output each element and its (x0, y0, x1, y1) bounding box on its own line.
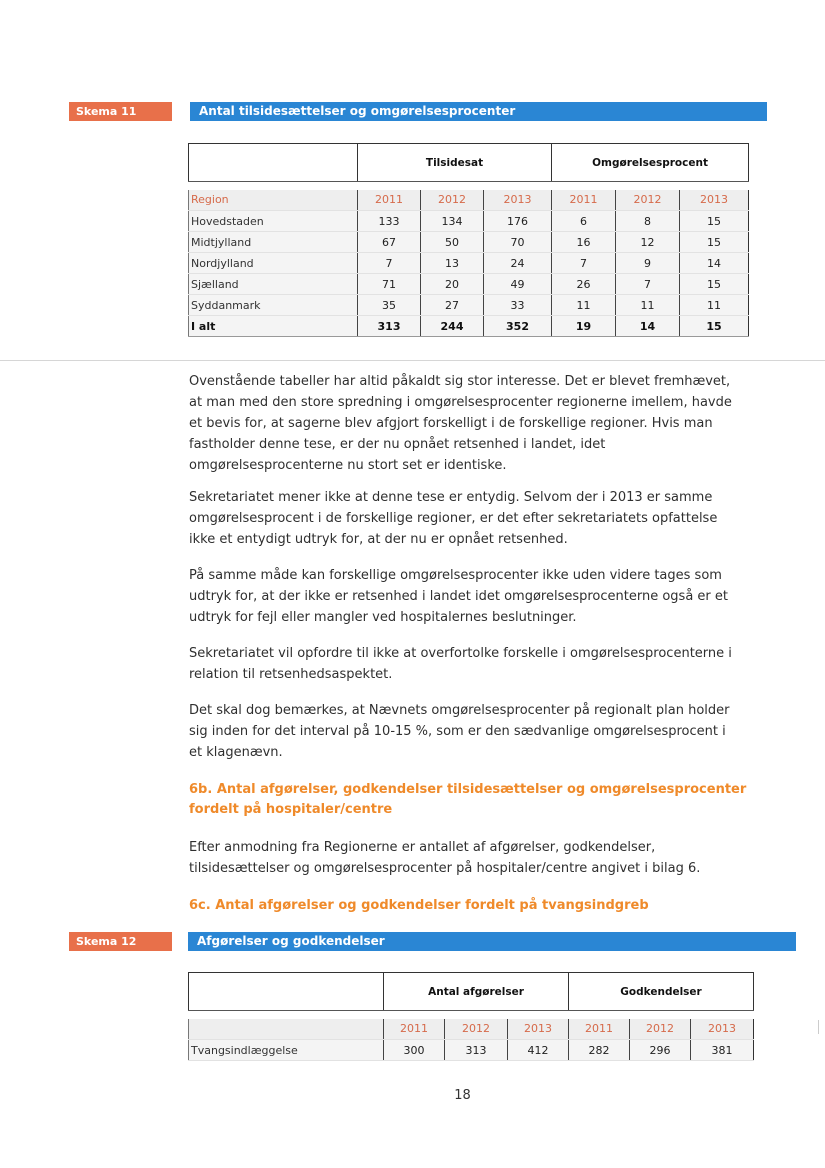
value-cell: 15 (680, 211, 749, 232)
table-corner-cell (189, 144, 358, 182)
table-row (189, 295, 749, 316)
value-cell: 49 (484, 274, 552, 295)
table-row (189, 253, 749, 274)
value-cell: 282 (569, 1040, 630, 1061)
group-header-antal-afgorelser: Antal afgørelser (384, 973, 569, 1011)
year-cell: 2013 (508, 1019, 569, 1040)
region-name: Nordjylland (189, 253, 358, 274)
value-cell: 15 (680, 232, 749, 253)
value-cell: 381 (691, 1040, 754, 1061)
value-cell: 8 (616, 211, 680, 232)
skema-11-table (188, 143, 749, 337)
year-cell: 2013 (691, 1019, 754, 1040)
region-name: Midtjylland (189, 232, 358, 253)
total-label: I alt (189, 316, 358, 337)
region-name: Sjælland (189, 274, 358, 295)
value-cell: 71 (358, 274, 421, 295)
value-cell: 35 (358, 295, 421, 316)
page-divider (0, 360, 825, 361)
value-cell: 300 (384, 1040, 445, 1061)
value-cell: 176 (484, 211, 552, 232)
total-cell: 352 (484, 316, 552, 337)
year-cell: 2012 (421, 190, 484, 211)
total-cell: 15 (680, 316, 749, 337)
paragraph-4: Sekretariatet vil opfordre til ikke at overfortolke forskelle i omgørelsesprocenterne i relation til retsenhedsaspektet. (189, 646, 732, 682)
section-6b-text: Efter anmodning fra Regionerne er antallet af afgørelser, godkendelser, tilsidesættelser og omgørelsesprocenter på hospitaler/centre angivet i bilag 6. (189, 840, 701, 876)
skema-12-table (188, 972, 754, 1061)
year-cell: 2013 (680, 190, 749, 211)
total-cell: 244 (421, 316, 484, 337)
value-cell: 27 (421, 295, 484, 316)
year-cell: 2011 (552, 190, 616, 211)
paragraph-2: Sekretariatet mener ikke at denne tese er entydig. Selvom der i 2013 er samme omgørelsesprocent i de forskellige regioner, er det efter sekretariatets opfattelse ikke et entydigt udtryk for, at der nu er opnået retsenhed. (189, 490, 718, 547)
value-cell: 14 (680, 253, 749, 274)
year-cell: 2013 (484, 190, 552, 211)
value-cell: 11 (680, 295, 749, 316)
year-cell: 2012 (630, 1019, 691, 1040)
value-cell: 134 (421, 211, 484, 232)
value-cell: 133 (358, 211, 421, 232)
value-cell: 67 (358, 232, 421, 253)
group-header-godkendelser: Godkendelser (569, 973, 754, 1011)
paragraph-1: Ovenstående tabeller har altid påkaldt sig stor interesse. Det er blevet fremhævet, at man med den store spredning i omgørelsesprocenter regionerne imellem, havde et bevis for, at sagerne blev afgjort forskelligt i de forskellige regioner. Hvis man fastholder denne tese, er der nu opnået retsenhed i landet, idet omgørelsesprocenterne nu stort set er identiske. (189, 374, 732, 473)
skema-11-title: Antal tilsidesættelser og omgørelsesprocenter (190, 102, 767, 121)
row-label: Tvangsindlæggelse (189, 1040, 384, 1061)
total-cell: 19 (552, 316, 616, 337)
value-cell: 13 (421, 253, 484, 274)
year-header-row (189, 190, 749, 211)
column-label-blank (189, 1019, 384, 1040)
year-cell: 2011 (384, 1019, 445, 1040)
value-cell: 412 (508, 1040, 569, 1061)
margin-mark (818, 1020, 819, 1034)
page-number: 18 (454, 1088, 471, 1103)
column-label-region: Region (189, 190, 358, 211)
region-name: Syddanmark (189, 295, 358, 316)
year-header-row (189, 1019, 754, 1040)
year-cell: 2011 (358, 190, 421, 211)
value-cell: 16 (552, 232, 616, 253)
value-cell: 7 (552, 253, 616, 274)
paragraph-5: Det skal dog bemærkes, at Nævnets omgørelsesprocenter på regionalt plan holder sig inden for det interval på 10-15 %, som er den sædvanlige omgørelsesprocent i et klagenævn. (189, 703, 730, 760)
section-heading-6b: 6b. Antal afgørelser, godkendelser tilsidesættelser og omgørelsesprocenter fordelt på hospitaler/centre (189, 782, 747, 817)
table-row (189, 274, 749, 295)
table-row (189, 1040, 754, 1061)
year-cell: 2011 (569, 1019, 630, 1040)
value-cell: 9 (616, 253, 680, 274)
group-header-tilsidesat: Tilsidesat (358, 144, 552, 182)
table-row (189, 211, 749, 232)
table-row (189, 232, 749, 253)
value-cell: 33 (484, 295, 552, 316)
value-cell: 70 (484, 232, 552, 253)
value-cell: 11 (552, 295, 616, 316)
group-header-omgorelsesprocent: Omgørelsesprocent (552, 144, 749, 182)
section-heading-6c: 6c. Antal afgørelser og godkendelser fordelt på tvangsindgreb (189, 898, 649, 913)
value-cell: 15 (680, 274, 749, 295)
year-cell: 2012 (445, 1019, 508, 1040)
value-cell: 11 (616, 295, 680, 316)
value-cell: 7 (358, 253, 421, 274)
value-cell: 24 (484, 253, 552, 274)
region-name: Hovedstaden (189, 211, 358, 232)
table-corner-cell (189, 973, 384, 1011)
value-cell: 313 (445, 1040, 508, 1061)
value-cell: 6 (552, 211, 616, 232)
skema-12-title: Afgørelser og godkendelser (188, 932, 796, 951)
value-cell: 296 (630, 1040, 691, 1061)
paragraph-3: På samme måde kan forskellige omgørelsesprocenter ikke uden videre tages som udtryk for, at der ikke er retsenhed i landet idet omgørelsesprocenterne også er et udtryk for fejl eller mangler ved hospitalernes beslutninger. (189, 568, 728, 625)
total-cell: 14 (616, 316, 680, 337)
value-cell: 12 (616, 232, 680, 253)
skema-11-tag: Skema 11 (69, 102, 172, 121)
value-cell: 20 (421, 274, 484, 295)
skema-12-tag: Skema 12 (69, 932, 172, 951)
value-cell: 7 (616, 274, 680, 295)
value-cell: 26 (552, 274, 616, 295)
total-cell: 313 (358, 316, 421, 337)
value-cell: 50 (421, 232, 484, 253)
total-row (189, 316, 749, 337)
year-cell: 2012 (616, 190, 680, 211)
